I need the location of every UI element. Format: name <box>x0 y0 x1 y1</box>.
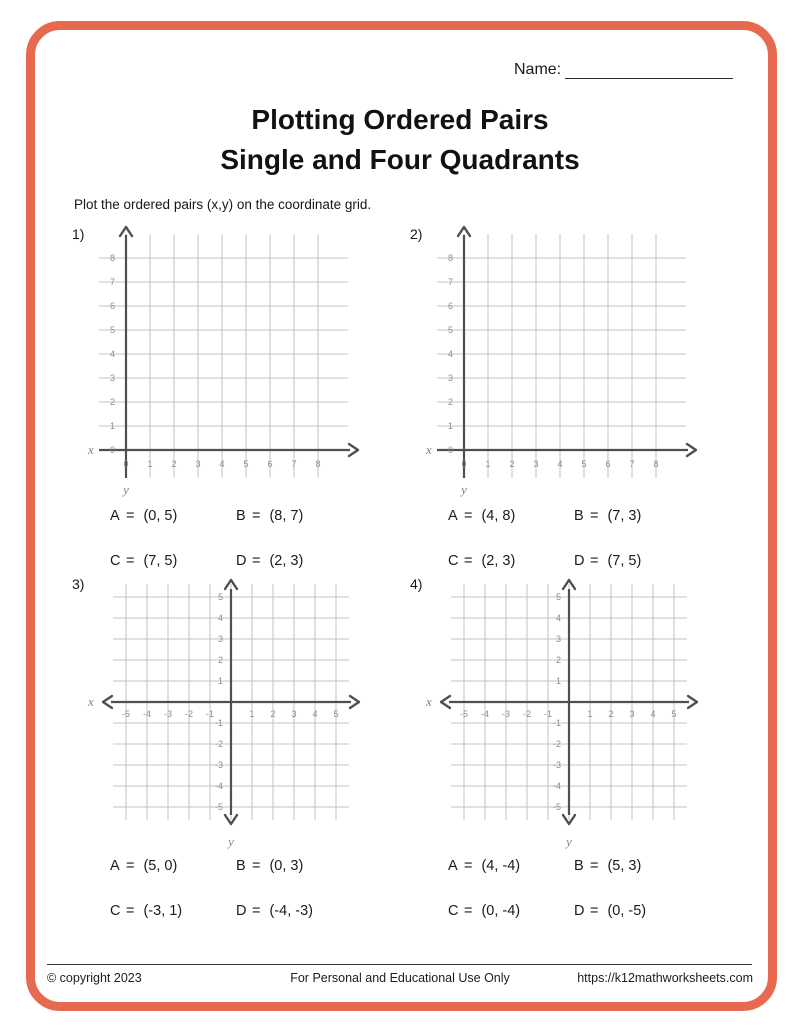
footer-copyright: © copyright 2023 <box>47 971 142 985</box>
pair-value: (-3, 1) <box>143 903 183 919</box>
svg-text:4: 4 <box>650 709 656 719</box>
svg-text:1: 1 <box>587 709 593 719</box>
svg-text:2: 2 <box>447 397 453 407</box>
equals-sign: = <box>126 858 135 874</box>
svg-text:1: 1 <box>555 676 561 686</box>
svg-text:x: x <box>88 694 94 709</box>
svg-text:-3: -3 <box>214 760 223 770</box>
svg-text:x: x <box>426 694 432 709</box>
pair-label: C <box>110 553 121 569</box>
pair-label: B <box>574 508 584 524</box>
svg-text:5: 5 <box>109 325 115 335</box>
svg-text:-3: -3 <box>501 709 511 719</box>
pair-label: B <box>236 858 246 874</box>
ordered-pair-b <box>236 858 303 874</box>
svg-text:1: 1 <box>217 676 223 686</box>
ordered-pair-c <box>448 903 520 919</box>
ordered-pair-c <box>448 553 515 569</box>
svg-text:-5: -5 <box>459 709 469 719</box>
pair-label: B <box>574 858 584 874</box>
svg-text:3: 3 <box>555 634 561 644</box>
svg-text:-5: -5 <box>552 802 561 812</box>
svg-text:4: 4 <box>447 349 453 359</box>
pair-label: C <box>448 553 459 569</box>
pair-value: (-4, -3) <box>269 903 313 919</box>
svg-text:3: 3 <box>291 709 297 719</box>
svg-text:2: 2 <box>608 709 614 719</box>
pair-value: (5, 0) <box>143 858 178 874</box>
svg-text:6: 6 <box>447 301 453 311</box>
equals-sign: = <box>590 508 599 524</box>
page-title-line2: Single and Four Quadrants <box>220 144 580 175</box>
problem-4 <box>408 570 748 926</box>
equals-sign: = <box>590 553 599 569</box>
pair-label: C <box>448 903 459 919</box>
svg-text:0: 0 <box>447 445 453 455</box>
problem-number: 4) <box>410 576 423 592</box>
svg-text:8: 8 <box>653 459 659 469</box>
svg-text:3: 3 <box>447 373 453 383</box>
svg-text:3: 3 <box>217 634 223 644</box>
svg-text:6: 6 <box>109 301 115 311</box>
svg-text:4: 4 <box>109 349 115 359</box>
instruction-text: Plot the ordered pairs (x,y) on the coordinate grid. <box>74 197 372 212</box>
equals-sign: = <box>126 508 135 524</box>
problem-3 <box>70 570 410 926</box>
svg-text:-1: -1 <box>214 718 223 728</box>
pair-value: (7, 3) <box>607 508 642 524</box>
svg-text:2: 2 <box>217 655 223 665</box>
name-label: Name: <box>514 61 562 78</box>
svg-text:-5: -5 <box>121 709 131 719</box>
equals-sign: = <box>252 508 261 524</box>
svg-text:2: 2 <box>109 397 115 407</box>
svg-text:-4: -4 <box>214 781 223 791</box>
svg-text:4: 4 <box>312 709 318 719</box>
svg-text:7: 7 <box>109 277 115 287</box>
svg-text:5: 5 <box>581 459 587 469</box>
problem-2 <box>408 220 748 576</box>
pair-label: A <box>110 508 120 524</box>
pair-value: (7, 5) <box>607 553 642 569</box>
equals-sign: = <box>252 553 261 569</box>
svg-text:1: 1 <box>249 709 255 719</box>
pair-label: D <box>574 553 585 569</box>
svg-text:-1: -1 <box>552 718 561 728</box>
ordered-pair-b <box>574 508 641 524</box>
problem-1 <box>70 220 410 576</box>
page-title-line1: Plotting Ordered Pairs <box>251 104 549 135</box>
svg-text:-5: -5 <box>214 802 223 812</box>
pair-label: D <box>236 903 247 919</box>
svg-text:7: 7 <box>291 459 297 469</box>
svg-text:3: 3 <box>195 459 201 469</box>
svg-text:0: 0 <box>109 445 115 455</box>
pair-value: (5, 3) <box>607 858 642 874</box>
svg-text:1: 1 <box>485 459 491 469</box>
equals-sign: = <box>464 553 473 569</box>
page-title <box>0 100 800 180</box>
pair-label: A <box>448 508 458 524</box>
ordered-pair-b <box>236 508 303 524</box>
svg-text:5: 5 <box>555 592 561 602</box>
svg-text:3: 3 <box>533 459 539 469</box>
svg-text:y: y <box>123 482 129 497</box>
equals-sign: = <box>252 903 261 919</box>
ordered-pair-d <box>236 553 303 569</box>
name-blank-line <box>565 60 733 79</box>
pair-value: (8, 7) <box>269 508 304 524</box>
pair-value: (0, -5) <box>607 903 647 919</box>
equals-sign: = <box>590 903 599 919</box>
svg-text:1: 1 <box>109 421 115 431</box>
ordered-pair-c <box>110 903 182 919</box>
ordered-pair-d <box>236 903 313 919</box>
svg-text:x: x <box>88 442 94 457</box>
svg-text:4: 4 <box>557 459 563 469</box>
pair-value: (2, 3) <box>481 553 516 569</box>
svg-text:6: 6 <box>267 459 273 469</box>
svg-text:-2: -2 <box>552 739 561 749</box>
svg-text:8: 8 <box>447 253 453 263</box>
svg-text:7: 7 <box>629 459 635 469</box>
footer-divider <box>47 964 752 965</box>
pair-label: A <box>110 858 120 874</box>
pair-value: (4, 8) <box>481 508 516 524</box>
equals-sign: = <box>590 858 599 874</box>
svg-text:8: 8 <box>109 253 115 263</box>
pair-value: (7, 5) <box>143 553 178 569</box>
svg-text:y: y <box>566 834 572 849</box>
pair-label: A <box>448 858 458 874</box>
svg-text:7: 7 <box>447 277 453 287</box>
svg-text:-4: -4 <box>552 781 561 791</box>
ordered-pair-d <box>574 553 641 569</box>
svg-text:-3: -3 <box>552 760 561 770</box>
svg-text:5: 5 <box>217 592 223 602</box>
svg-text:8: 8 <box>315 459 321 469</box>
equals-sign: = <box>126 553 135 569</box>
problem-number: 3) <box>72 576 85 592</box>
svg-text:4: 4 <box>555 613 561 623</box>
svg-text:3: 3 <box>629 709 635 719</box>
ordered-pair-d <box>574 903 646 919</box>
svg-text:2: 2 <box>171 459 177 469</box>
equals-sign: = <box>252 858 261 874</box>
svg-text:0: 0 <box>123 459 129 469</box>
svg-text:6: 6 <box>605 459 611 469</box>
coordinate-grid-3 <box>86 570 386 850</box>
svg-text:y: y <box>461 482 467 497</box>
coordinate-grid-2 <box>424 220 724 498</box>
svg-text:1: 1 <box>147 459 153 469</box>
svg-text:4: 4 <box>219 459 225 469</box>
pair-value: (0, 5) <box>143 508 178 524</box>
problem-number: 1) <box>72 226 85 242</box>
svg-text:-1: -1 <box>205 709 215 719</box>
pair-value: (0, -4) <box>481 903 521 919</box>
equals-sign: = <box>126 903 135 919</box>
svg-text:5: 5 <box>447 325 453 335</box>
pair-label: C <box>110 903 121 919</box>
ordered-pair-a <box>448 508 515 524</box>
equals-sign: = <box>464 903 473 919</box>
coordinate-grid-1 <box>86 220 386 498</box>
svg-text:-2: -2 <box>522 709 532 719</box>
footer-usage-note: For Personal and Educational Use Only <box>290 971 510 985</box>
svg-text:y: y <box>228 834 234 849</box>
name-field <box>514 60 733 79</box>
problem-number: 2) <box>410 226 423 242</box>
ordered-pair-a <box>110 508 177 524</box>
pair-value: (0, 3) <box>269 858 304 874</box>
pair-label: D <box>574 903 585 919</box>
coordinate-grid-4 <box>424 570 724 850</box>
ordered-pair-c <box>110 553 177 569</box>
svg-text:-1: -1 <box>543 709 553 719</box>
ordered-pair-a <box>448 858 520 874</box>
pair-value: (4, -4) <box>481 858 521 874</box>
svg-text:0: 0 <box>461 459 467 469</box>
pair-label: D <box>236 553 247 569</box>
svg-text:-4: -4 <box>480 709 490 719</box>
svg-text:-2: -2 <box>184 709 194 719</box>
pair-label: B <box>236 508 246 524</box>
footer-url: https://k12mathworksheets.com <box>577 971 753 985</box>
ordered-pair-b <box>574 858 641 874</box>
svg-text:2: 2 <box>270 709 276 719</box>
equals-sign: = <box>464 508 473 524</box>
svg-text:-4: -4 <box>142 709 152 719</box>
svg-text:3: 3 <box>109 373 115 383</box>
svg-text:1: 1 <box>447 421 453 431</box>
svg-text:5: 5 <box>333 709 339 719</box>
svg-text:5: 5 <box>243 459 249 469</box>
pair-value: (2, 3) <box>269 553 304 569</box>
equals-sign: = <box>464 858 473 874</box>
ordered-pair-a <box>110 858 177 874</box>
svg-text:2: 2 <box>509 459 515 469</box>
svg-text:x: x <box>426 442 432 457</box>
svg-text:-2: -2 <box>214 739 223 749</box>
svg-text:-3: -3 <box>163 709 173 719</box>
svg-text:5: 5 <box>671 709 677 719</box>
svg-text:2: 2 <box>555 655 561 665</box>
svg-text:4: 4 <box>217 613 223 623</box>
